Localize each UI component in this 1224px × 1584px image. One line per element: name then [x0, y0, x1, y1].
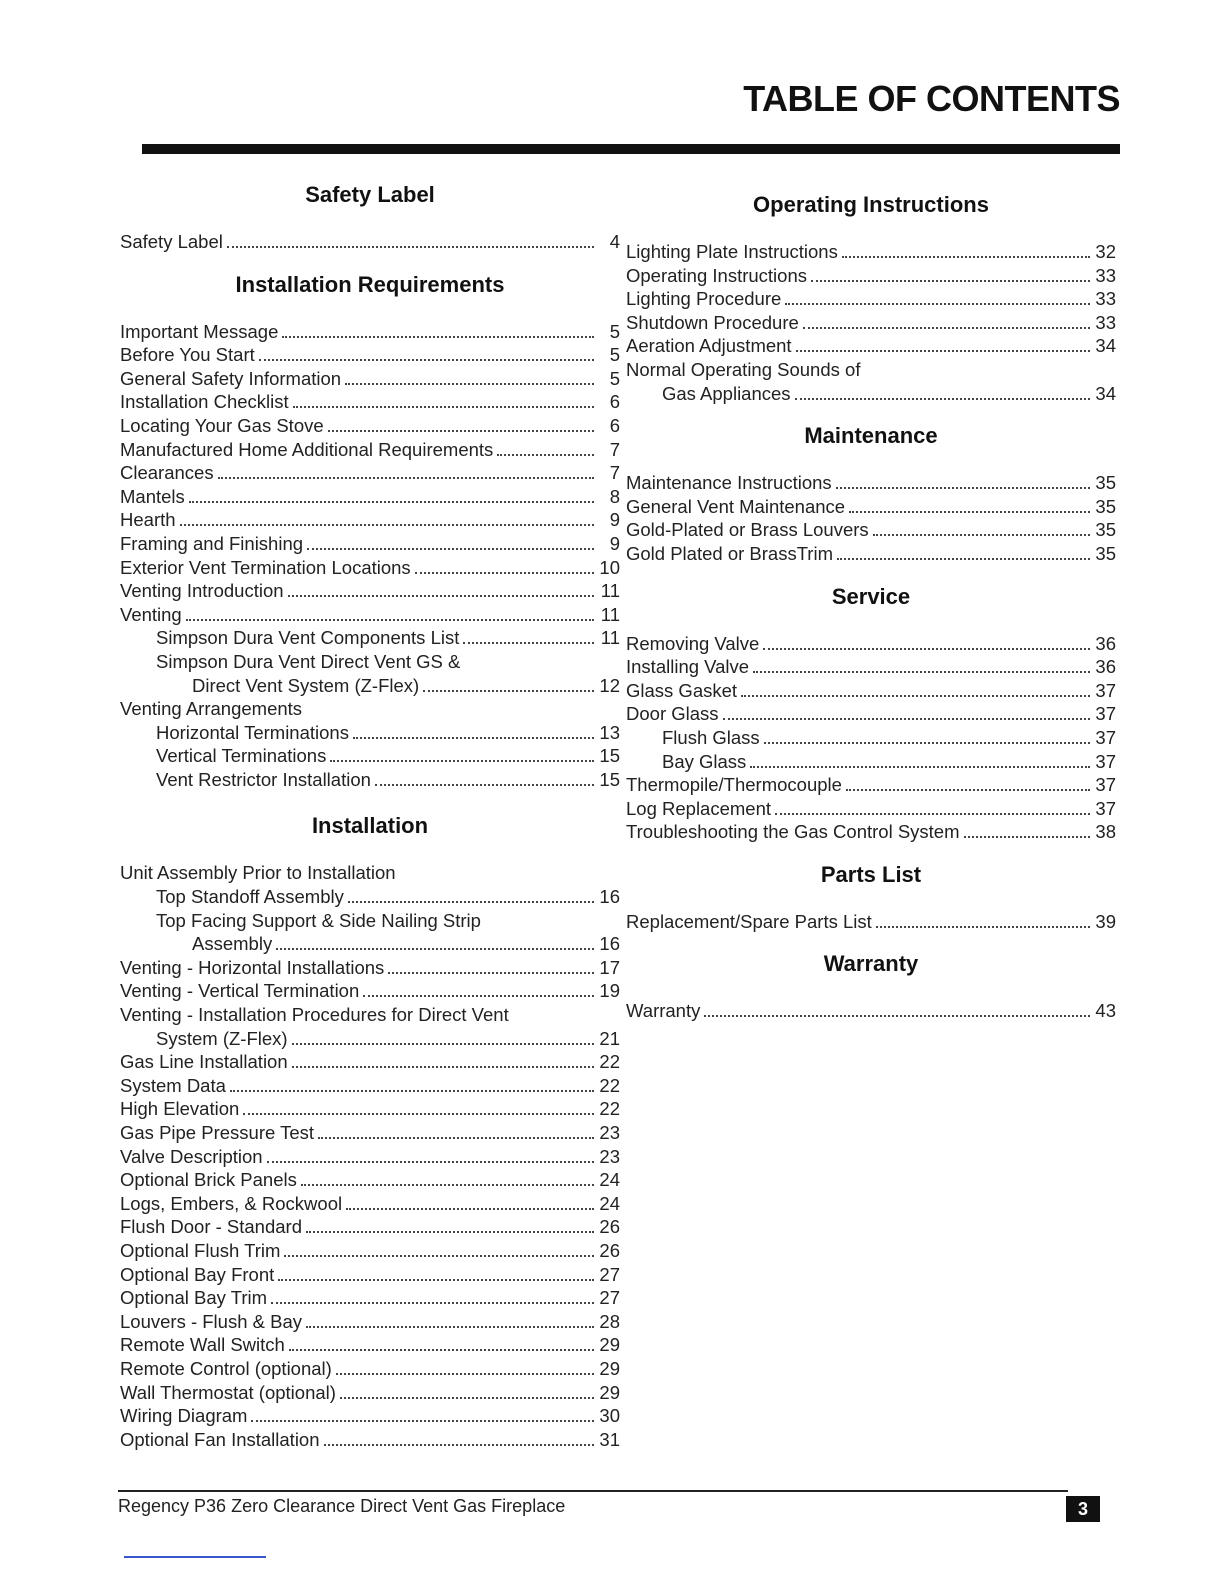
toc-entry-title: Venting Introduction [120, 580, 284, 602]
toc-entry-title: Venting [120, 603, 182, 625]
toc-entry[interactable] [120, 1286, 620, 1310]
toc-entry-page: 37 [1095, 750, 1116, 772]
toc-entry-title: Lighting Procedure [626, 288, 782, 310]
toc-entry-page: 23 [599, 1145, 620, 1167]
dot-leader [180, 510, 594, 526]
toc-entry-list [626, 999, 1116, 1023]
dot-leader [803, 313, 1090, 329]
dot-leader [775, 799, 1090, 815]
toc-entry[interactable] [626, 495, 1116, 519]
toc-entry-title: Warranty [626, 1000, 701, 1022]
toc-entry-page: 26 [599, 1239, 620, 1261]
toc-entry-page: 12 [599, 674, 620, 696]
dot-leader [218, 463, 594, 479]
toc-entry-page: 15 [599, 745, 620, 767]
dot-leader [278, 1265, 594, 1281]
toc-entry[interactable] [626, 773, 1116, 797]
dot-leader [251, 1406, 594, 1422]
toc-entry[interactable] [120, 1357, 620, 1381]
toc-entry-title: Gold Plated or BrassTrim [626, 542, 833, 564]
dot-leader [811, 266, 1090, 282]
toc-entry-title: Louvers - Flush & Bay [120, 1310, 302, 1332]
toc-entry-page: 34 [1095, 382, 1116, 404]
toc-entry[interactable] [120, 579, 620, 603]
toc-entry-list [120, 230, 620, 254]
dot-leader [785, 289, 1090, 305]
toc-entry-page: 9 [609, 509, 620, 531]
dot-leader [284, 1241, 594, 1257]
toc-entry-title: Direct Vent System (Z-Flex) [192, 674, 420, 696]
toc-entry-page: 9 [609, 532, 620, 554]
dot-leader [276, 934, 594, 950]
toc-entry[interactable] [120, 508, 620, 532]
toc-entry-page: 37 [1095, 774, 1116, 796]
toc-entry-title: General Safety Information [120, 367, 342, 389]
toc-entry-page: 7 [609, 438, 620, 460]
toc-entry-page: 23 [599, 1122, 620, 1143]
dot-leader [741, 681, 1090, 697]
toc-entry[interactable] [120, 414, 620, 438]
dot-leader [230, 1076, 594, 1092]
toc-entry[interactable] [626, 311, 1116, 335]
toc-entry[interactable] [120, 1310, 620, 1334]
toc-entry-page: 37 [1095, 703, 1116, 725]
toc-entry[interactable] [120, 1192, 620, 1216]
dot-leader [873, 520, 1090, 536]
toc-entry-page: 10 [599, 556, 620, 578]
dot-leader [293, 392, 594, 408]
toc-entry-title: Vertical Terminations [156, 745, 327, 767]
toc-entry[interactable] [626, 518, 1116, 542]
toc-entry-title: General Vent Maintenance [626, 495, 846, 517]
toc-section [120, 182, 620, 254]
toc-entry-title: Remote Control (optional) [120, 1357, 332, 1379]
toc-entry-title: Framing and Finishing [120, 532, 304, 554]
toc-entry-page: 33 [1095, 311, 1116, 333]
toc-entry-page: 33 [1095, 264, 1116, 286]
toc-entry[interactable] [120, 438, 620, 462]
dot-leader [259, 345, 594, 361]
dot-leader [243, 1099, 594, 1115]
toc-entry[interactable] [120, 343, 620, 367]
toc-entry-title: Removing Valve [626, 632, 760, 654]
toc-entry[interactable] [626, 471, 1116, 495]
toc-entry-title: Simpson Dura Vent Direct Vent GS & [156, 650, 461, 672]
toc-entry[interactable] [626, 358, 1116, 382]
toc-entry[interactable] [120, 532, 620, 556]
toc-section [626, 951, 1116, 1023]
toc-entry-page: 33 [1095, 288, 1116, 310]
dot-leader [763, 634, 1090, 650]
toc-entry[interactable] [120, 461, 620, 485]
dot-leader [288, 581, 594, 597]
toc-entry-page: 27 [599, 1263, 620, 1285]
toc-entry-list [626, 632, 1116, 844]
dot-leader [306, 1217, 594, 1233]
toc-entry-list [626, 240, 1116, 405]
toc-entry-title: Mantels [120, 485, 185, 507]
toc-entry-title: Gold-Plated or Brass Louvers [626, 519, 869, 541]
toc-entry-page: 24 [599, 1192, 620, 1214]
toc-entry-page: 29 [599, 1357, 620, 1379]
toc-entry-title: Safety Label [120, 231, 223, 252]
toc-entry-title: Horizontal Terminations [156, 721, 349, 743]
dot-leader [849, 497, 1090, 513]
toc-entry-title: System (Z-Flex) [156, 1027, 288, 1049]
dot-leader [292, 1029, 594, 1045]
toc-entry-title: Troubleshooting the Gas Control System [626, 821, 960, 843]
section-heading: Maintenance [804, 423, 938, 449]
dot-leader [227, 232, 594, 248]
footer-title: Regency P36 Zero Clearance Direct Vent Gas Fireplace [118, 1496, 566, 1516]
toc-entry-title: Flush Glass [662, 726, 760, 748]
toc-entry-page: 34 [1095, 335, 1116, 357]
toc-entry-title: Operating Instructions [626, 264, 807, 286]
toc-entry-page: 22 [599, 1074, 620, 1096]
toc-entry[interactable] [120, 768, 620, 792]
toc-entry-page: 17 [599, 956, 620, 978]
toc-entry[interactable] [120, 1404, 620, 1428]
dot-leader [318, 1123, 594, 1139]
toc-entry-title: Optional Flush Trim [120, 1239, 281, 1261]
toc-entry[interactable] [120, 909, 620, 933]
dot-leader [289, 1335, 594, 1351]
toc-entry-page: 16 [599, 886, 620, 908]
toc-entry-page: 27 [599, 1287, 620, 1309]
dot-leader [346, 1194, 594, 1210]
toc-entry[interactable] [626, 910, 1116, 934]
right-column [626, 182, 1116, 1023]
toc-entry[interactable] [120, 1239, 620, 1263]
toc-entry-page: 39 [1095, 910, 1116, 932]
page-title: TABLE OF CONTENTS [743, 78, 1120, 119]
toc-entry-title: Glass Gasket [626, 679, 738, 701]
dot-leader [301, 1170, 594, 1186]
footer-divider [118, 1490, 1068, 1492]
toc-entry[interactable] [626, 702, 1116, 726]
toc-entry-title: Top Facing Support & Side Nailing Strip [156, 909, 481, 931]
toc-entry[interactable] [120, 1381, 620, 1405]
toc-entry-page: 37 [1095, 726, 1116, 748]
toc-entry-title: Logs, Embers, & Rockwool [120, 1192, 343, 1214]
toc-entry[interactable] [120, 1097, 620, 1121]
toc-entry-list [626, 910, 1116, 934]
toc-entry-title: Locating Your Gas Stove [120, 414, 324, 436]
dot-leader [842, 242, 1090, 258]
section-heading: Service [831, 583, 911, 609]
toc-entry-title: Remote Wall Switch [120, 1334, 285, 1356]
dot-leader [336, 1359, 594, 1375]
dot-leader [415, 558, 594, 574]
toc-entry[interactable] [120, 744, 620, 768]
dot-leader [292, 1052, 594, 1068]
toc-entry-page: 19 [599, 980, 620, 1002]
dot-leader [750, 752, 1090, 768]
toc-entry[interactable] [120, 367, 620, 391]
toc-entry[interactable] [120, 230, 620, 254]
toc-section [626, 192, 1116, 405]
page-number-badge: 3 [1066, 1496, 1100, 1522]
toc-entry[interactable] [120, 556, 620, 580]
dot-leader [964, 822, 1090, 838]
dot-leader [307, 534, 594, 550]
toc-entry[interactable] [626, 240, 1116, 264]
toc-entry-title: Assembly [192, 933, 273, 955]
toc-entry-title: Clearances [120, 462, 214, 484]
section-heading: Warranty [823, 951, 919, 977]
toc-section [626, 423, 1116, 565]
toc-section [120, 813, 620, 1451]
toc-entry[interactable] [626, 655, 1116, 679]
dot-leader [271, 1288, 594, 1304]
dot-leader [345, 369, 594, 385]
toc-entry-title: Door Glass [626, 703, 719, 725]
dot-leader [704, 1001, 1090, 1017]
dot-leader [353, 723, 594, 739]
section-heading: Parts List [820, 861, 922, 887]
dot-leader [324, 1430, 594, 1446]
scan-artifact-line [124, 1556, 266, 1558]
dot-leader [876, 912, 1090, 928]
toc-entry[interactable] [120, 885, 620, 909]
toc-entry[interactable] [626, 287, 1116, 311]
dot-leader [795, 384, 1090, 400]
toc-entry-title: High Elevation [120, 1098, 240, 1120]
toc-entry-title: Normal Operating Sounds of [626, 358, 861, 380]
toc-entry-title: Optional Fan Installation [120, 1428, 320, 1450]
toc-entry[interactable] [120, 1050, 620, 1074]
toc-entry-page: 11 [600, 627, 620, 649]
toc-entry[interactable] [120, 1168, 620, 1192]
toc-entry[interactable] [120, 1003, 620, 1027]
dot-leader [388, 958, 594, 974]
toc-entry-page: 37 [1095, 797, 1116, 819]
toc-entry[interactable] [626, 797, 1116, 821]
toc-entry[interactable] [120, 390, 620, 414]
toc-entry[interactable] [120, 674, 620, 698]
toc-entry-page: 30 [599, 1405, 620, 1427]
toc-entry-page: 29 [599, 1334, 620, 1356]
dot-leader [363, 981, 594, 997]
toc-entry-title: Important Message [120, 320, 279, 342]
dot-leader [753, 657, 1090, 673]
toc-entry-title: Simpson Dura Vent Components List [156, 627, 460, 649]
toc-entry-page: 35 [1095, 472, 1116, 494]
toc-section [626, 862, 1116, 934]
toc-entry-title: Unit Assembly Prior to Installation [120, 862, 396, 884]
toc-entry-title: Lighting Plate Instructions [626, 241, 838, 262]
toc-entry[interactable] [120, 485, 620, 509]
toc-entry[interactable] [120, 1145, 620, 1169]
toc-entry-page: 21 [599, 1027, 620, 1049]
toc-entry[interactable] [120, 626, 620, 650]
toc-entry-title: Valve Description [120, 1145, 263, 1167]
dot-leader [836, 473, 1090, 489]
toc-entry-title: Maintenance Instructions [626, 472, 832, 494]
toc-entry-page: 36 [1095, 632, 1116, 654]
toc-entry-page: 36 [1095, 656, 1116, 678]
dot-leader [846, 775, 1090, 791]
toc-entry-page: 7 [609, 462, 620, 484]
toc-entry-title: Exterior Vent Termination Locations [120, 556, 411, 578]
dot-leader [328, 416, 594, 432]
section-heading: Safety Label [305, 182, 435, 207]
toc-entry-page: 5 [609, 367, 620, 389]
toc-entry[interactable] [120, 1074, 620, 1098]
dot-leader [375, 770, 594, 786]
toc-entry-page: 28 [599, 1310, 620, 1332]
toc-entry[interactable] [120, 603, 620, 627]
toc-entry[interactable] [120, 1121, 620, 1145]
toc-entry[interactable] [626, 632, 1116, 656]
toc-entry[interactable] [120, 320, 620, 344]
toc-entry-title: Flush Door - Standard [120, 1216, 303, 1238]
toc-entry-page: 37 [1095, 679, 1116, 701]
toc-entry-title: Thermopile/Thermocouple [626, 774, 842, 796]
toc-entry[interactable] [626, 542, 1116, 566]
section-heading: Operating Instructions [753, 192, 989, 217]
dot-leader [423, 676, 594, 692]
toc-entry[interactable] [120, 956, 620, 980]
toc-entry[interactable] [626, 679, 1116, 703]
dot-leader [330, 746, 594, 762]
toc-entry-title: Gas Line Installation [120, 1051, 288, 1073]
toc-entry-title: Gas Appliances [662, 382, 791, 404]
toc-entry-title: Shutdown Procedure [626, 311, 799, 333]
toc-entry-title: Log Replacement [626, 797, 772, 819]
dot-leader [306, 1312, 594, 1328]
toc-entry-title: Optional Brick Panels [120, 1169, 297, 1191]
toc-entry-page: 11 [600, 580, 620, 602]
dot-leader [497, 440, 594, 456]
toc-entry-title: Wiring Diagram [120, 1405, 248, 1427]
toc-entry-title: Optional Bay Trim [120, 1287, 268, 1309]
toc-entry-title: Optional Bay Front [120, 1263, 275, 1285]
toc-entry-title: Installing Valve [626, 656, 750, 678]
toc-entry-page: 35 [1095, 519, 1116, 541]
toc-entry[interactable] [120, 1333, 620, 1357]
toc-entry[interactable] [120, 979, 620, 1003]
section-heading: Installation Requirements [235, 271, 505, 297]
toc-section [120, 272, 620, 792]
toc-entry-page: 8 [609, 485, 620, 507]
toc-entry-page: 11 [600, 603, 620, 625]
toc-entry-title: Manufactured Home Additional Requirements [120, 438, 494, 460]
dot-leader [764, 728, 1090, 744]
toc-entry-list [626, 471, 1116, 565]
toc-entry-title: Venting Arrangements [120, 698, 303, 720]
toc-entry-page: 6 [609, 414, 620, 436]
toc-entry[interactable] [120, 650, 620, 674]
left-column [120, 182, 620, 1451]
toc-entry-title: Vent Restrictor Installation [156, 768, 371, 790]
toc-entry-title: Aeration Adjustment [626, 335, 792, 357]
toc-entry[interactable] [120, 1263, 620, 1287]
toc-entry-title: Bay Glass [662, 750, 747, 772]
toc-entry-page: 35 [1095, 495, 1116, 517]
toc-entry-page: 13 [599, 721, 620, 743]
toc-entry-page: 5 [609, 344, 620, 366]
dot-leader [282, 322, 594, 338]
toc-entry[interactable] [626, 264, 1116, 288]
toc-entry-page: 15 [599, 768, 620, 790]
toc-entry-title: System Data [120, 1074, 226, 1096]
toc-entry[interactable] [626, 820, 1116, 844]
toc-entry-page: 26 [599, 1216, 620, 1238]
toc-entry-title: Hearth [120, 509, 176, 531]
dot-leader [796, 336, 1090, 352]
toc-entry[interactable] [120, 1027, 620, 1051]
toc-entry-page: 29 [599, 1381, 620, 1403]
toc-entry[interactable] [626, 999, 1116, 1023]
dot-leader [348, 887, 594, 903]
toc-entry-page: 22 [599, 1051, 620, 1073]
toc-section [626, 584, 1116, 844]
toc-entry-page: 38 [1095, 821, 1116, 843]
toc-entry-page: 4 [609, 231, 620, 252]
toc-entry[interactable] [120, 932, 620, 956]
toc-entry-page: 22 [599, 1098, 620, 1120]
toc-entry-page: 31 [599, 1428, 620, 1450]
dot-leader [723, 704, 1090, 720]
dot-leader [837, 544, 1090, 560]
dot-leader [340, 1383, 594, 1399]
toc-entry-title: Replacement/Spare Parts List [626, 910, 872, 932]
toc-entry-title: Gas Pipe Pressure Test [120, 1122, 314, 1143]
section-heading: Installation [311, 813, 429, 839]
toc-entry-page: 5 [609, 320, 620, 342]
toc-entry-list [120, 320, 620, 792]
toc-entry-page: 32 [1095, 241, 1116, 262]
dot-leader [189, 487, 594, 503]
toc-entry[interactable] [120, 697, 620, 721]
toc-entry[interactable] [120, 1428, 620, 1452]
toc-entry[interactable] [626, 726, 1116, 750]
toc-entry-page: 24 [599, 1169, 620, 1191]
toc-entry[interactable] [626, 382, 1116, 406]
toc-entry[interactable] [120, 861, 620, 885]
dot-leader [267, 1147, 594, 1163]
title-divider [142, 144, 1120, 154]
toc-entry-title: Top Standoff Assembly [156, 886, 344, 908]
toc-entry[interactable] [626, 334, 1116, 358]
toc-entry-title: Venting - Installation Procedures for Direct Vent [120, 1004, 509, 1026]
toc-entry-title: Installation Checklist [120, 391, 289, 413]
toc-entry-title: Venting - Horizontal Installations [120, 956, 385, 978]
dot-leader [186, 605, 594, 621]
toc-entry-list [120, 861, 620, 1451]
toc-entry-page: 35 [1095, 542, 1116, 564]
toc-entry-title: Venting - Vertical Termination [120, 980, 360, 1002]
toc-entry-page: 16 [599, 933, 620, 955]
dot-leader [463, 628, 594, 644]
toc-entry[interactable] [120, 1215, 620, 1239]
toc-entry[interactable] [626, 750, 1116, 774]
toc-entry-title: Wall Thermostat (optional) [120, 1381, 336, 1403]
toc-entry-page: 6 [609, 391, 620, 413]
toc-entry-title: Before You Start [120, 344, 255, 366]
toc-entry-page: 43 [1095, 1000, 1116, 1022]
toc-entry[interactable] [120, 721, 620, 745]
